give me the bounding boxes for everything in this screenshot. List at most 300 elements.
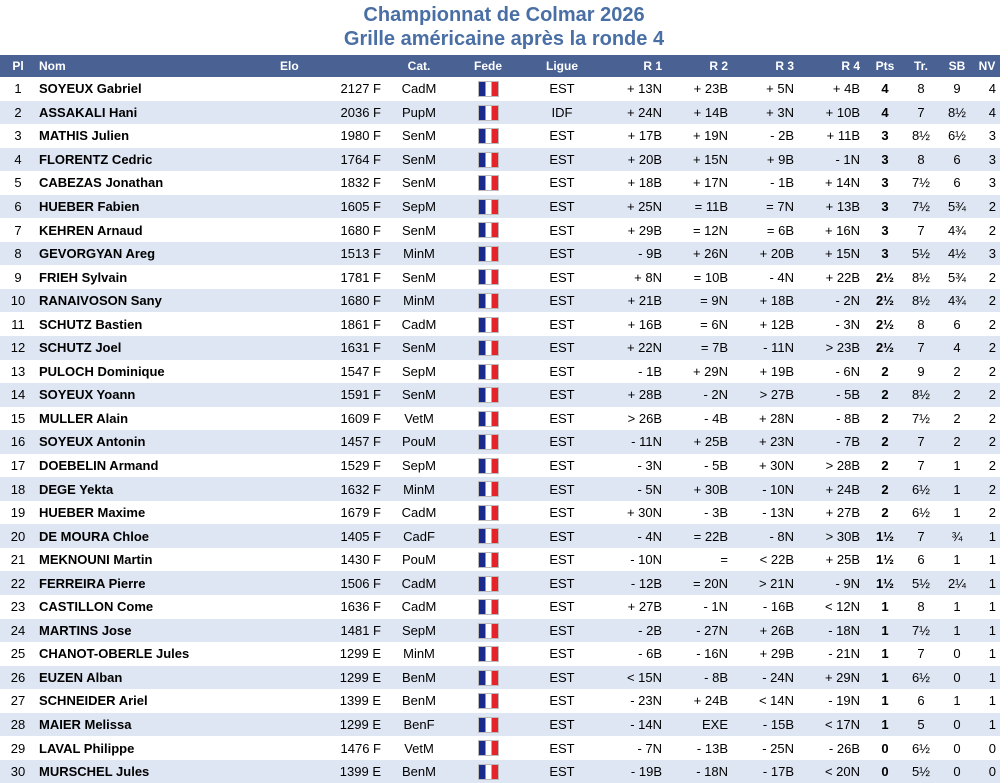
ligue-cell: EST	[549, 222, 575, 238]
france-flag-icon	[478, 528, 499, 544]
round3-cell: + 12B	[759, 316, 794, 332]
tiebreak-tr-cell: 7½	[911, 199, 931, 214]
nv-cell: 2	[988, 363, 996, 379]
round2-cell: =	[720, 552, 728, 568]
elo-cell: 1481 F	[340, 622, 381, 638]
france-flag-icon	[478, 340, 499, 356]
ligue-cell: EST	[549, 363, 575, 379]
elo-cell: 1399 E	[339, 764, 381, 780]
category-cell: SenM	[402, 387, 436, 403]
round4-cell: - 26B	[828, 740, 860, 756]
category-cell: SenM	[402, 269, 436, 285]
round1-cell: - 2B	[638, 622, 662, 638]
fede-cell	[454, 383, 522, 407]
table-row	[0, 760, 1000, 783]
category-cell: BenM	[402, 693, 436, 709]
round2-cell: = 9N	[700, 293, 728, 309]
round3-cell: - 17B	[762, 764, 794, 780]
round3-cell: + 5N	[766, 81, 794, 97]
round4-cell: + 16N	[824, 222, 860, 238]
round3-cell: - 24N	[762, 669, 794, 685]
fede-cell	[454, 312, 522, 336]
round1-cell: - 23N	[630, 693, 662, 709]
round4-cell: - 5B	[836, 387, 860, 403]
round2-cell: EXE	[701, 717, 728, 733]
category-cell: PupM	[402, 104, 436, 120]
col-header-tr[interactable]: Tr.	[913, 59, 928, 73]
table-row	[0, 524, 1000, 548]
tiebreak-tr-cell: 7	[917, 340, 925, 356]
player-name: GEVORGYAN Areg	[39, 246, 156, 262]
round1-cell: - 1B	[638, 363, 662, 379]
fede-cell	[454, 548, 522, 572]
tiebreak-sb-cell: 1	[953, 481, 961, 497]
round4-cell: + 14N	[824, 175, 860, 191]
tiebreak-sb-cell: 1	[953, 552, 961, 568]
fede-cell	[454, 689, 522, 713]
round4-cell: < 12N	[824, 599, 860, 615]
tiebreak-tr-cell: 8	[917, 81, 925, 97]
table-row	[0, 407, 1000, 431]
points-cell: 1	[881, 646, 889, 662]
round1-cell: + 22N	[626, 340, 662, 356]
tiebreak-sb-cell: 6	[953, 151, 961, 167]
france-flag-icon	[478, 293, 499, 309]
category-cell: VetM	[404, 740, 434, 756]
fede-cell	[454, 218, 522, 242]
tiebreak-tr-cell: 8½	[911, 387, 931, 403]
ligue-cell: EST	[549, 293, 575, 309]
france-flag-icon	[478, 364, 499, 380]
nv-cell: 1	[988, 599, 996, 615]
ligue-cell: IDF	[551, 104, 573, 120]
fede-cell	[454, 477, 522, 501]
round3-cell: - 13N	[762, 505, 794, 521]
category-cell: CadM	[401, 599, 437, 615]
player-name: MURSCHEL Jules	[39, 764, 150, 780]
round1-cell: - 3N	[637, 458, 662, 474]
category-cell: SepM	[402, 622, 436, 638]
round1-cell: - 5N	[637, 481, 662, 497]
round1-cell: - 4N	[637, 528, 662, 544]
round3-cell: > 21N	[758, 575, 794, 591]
round2-cell: = 10B	[693, 269, 728, 285]
ligue-cell: EST	[549, 434, 575, 450]
nv-cell: 2	[988, 316, 996, 332]
tiebreak-sb-cell: 4¾	[947, 222, 967, 238]
col-header-sb[interactable]: SB	[948, 59, 966, 73]
nv-cell: 2	[988, 199, 996, 214]
tiebreak-tr-cell: 5½	[911, 764, 931, 780]
elo-cell: 1299 E	[339, 646, 381, 662]
round2-cell: + 24B	[693, 693, 728, 709]
tiebreak-sb-cell: 8½	[947, 104, 967, 120]
ligue-cell: EST	[549, 128, 575, 144]
round3-cell: + 18B	[759, 293, 794, 309]
round4-cell: - 7B	[836, 434, 860, 450]
round3-cell: + 3N	[766, 104, 794, 120]
player-name: MULLER Alain	[39, 410, 129, 426]
round3-cell: < 22B	[759, 552, 794, 568]
round2-cell: + 25B	[693, 434, 728, 450]
points-cell: 3	[881, 175, 889, 191]
col-header-pl[interactable]: Pl	[12, 59, 24, 73]
elo-cell: 1632 F	[340, 481, 381, 497]
ligue-cell: EST	[549, 269, 575, 285]
tiebreak-sb-cell: 0	[953, 669, 961, 685]
points-cell: 1	[881, 669, 889, 685]
nv-cell: 1	[988, 646, 996, 662]
ligue-cell: EST	[549, 175, 575, 191]
player-name: DEGE Yekta	[39, 481, 114, 497]
round1-cell: < 15N	[626, 669, 662, 685]
rank-cell: 13	[10, 363, 26, 379]
france-flag-icon	[478, 411, 499, 427]
elo-cell: 1764 F	[340, 151, 381, 167]
ligue-cell: EST	[549, 669, 575, 685]
category-cell: BenM	[402, 764, 436, 780]
category-cell: BenF	[403, 717, 435, 733]
table-row	[0, 548, 1000, 572]
france-flag-icon	[478, 105, 499, 121]
table-row	[0, 642, 1000, 666]
round3-cell: = 6B	[766, 222, 794, 238]
round2-cell: = 20N	[692, 575, 728, 591]
round1-cell: + 25N	[626, 199, 662, 214]
fede-cell	[454, 619, 522, 643]
round3-cell: + 29B	[759, 646, 794, 662]
round1-cell: + 29B	[627, 222, 662, 238]
round1-cell: + 8N	[634, 269, 662, 285]
rank-cell: 9	[14, 269, 22, 285]
tiebreak-tr-cell: 8	[917, 599, 925, 615]
player-name: CASTILLON Come	[39, 599, 154, 615]
ligue-cell: EST	[549, 646, 575, 662]
tiebreak-sb-cell: 0	[953, 764, 961, 780]
player-name: DE MOURA Chloe	[39, 528, 150, 544]
table-row	[0, 689, 1000, 713]
points-cell: 4	[881, 104, 889, 120]
points-cell: 2	[881, 410, 889, 426]
rank-cell: 30	[10, 764, 26, 780]
round3-cell: - 15B	[762, 717, 794, 733]
round1-cell: + 20B	[627, 151, 662, 167]
tiebreak-tr-cell: 7½	[911, 622, 931, 638]
tiebreak-sb-cell: 6½	[947, 128, 967, 144]
category-cell: MinM	[403, 246, 435, 262]
tiebreak-tr-cell: 7	[917, 646, 925, 662]
round2-cell: + 19N	[692, 128, 728, 144]
nv-cell: 0	[988, 740, 996, 756]
fede-cell	[454, 289, 522, 313]
tiebreak-tr-cell: 7½	[911, 175, 931, 191]
nv-cell: 3	[988, 151, 996, 167]
rank-cell: 23	[10, 599, 26, 615]
col-header-fede[interactable]: Fede	[473, 59, 502, 73]
standings-table	[0, 55, 1000, 783]
elo-cell: 1513 F	[340, 246, 381, 262]
points-cell: 2	[881, 434, 889, 450]
col-header-r2[interactable]: R 2	[709, 59, 728, 73]
rank-cell: 19	[10, 505, 26, 521]
points-cell: 2½	[875, 316, 895, 332]
rank-cell: 7	[14, 222, 22, 238]
table-row	[0, 619, 1000, 643]
round4-cell: + 15N	[824, 246, 860, 262]
nv-cell: 1	[988, 669, 996, 685]
rank-cell: 17	[10, 458, 26, 474]
table-row	[0, 477, 1000, 501]
round4-cell: + 22B	[825, 269, 860, 285]
round4-cell: > 23B	[825, 340, 860, 356]
category-cell: BenM	[402, 669, 436, 685]
round3-cell: - 11N	[763, 340, 794, 356]
round2-cell: + 15N	[692, 151, 728, 167]
ligue-cell: EST	[549, 528, 575, 544]
category-cell: MinM	[403, 293, 435, 309]
france-flag-icon	[478, 576, 499, 592]
player-name: SCHUTZ Bastien	[39, 316, 143, 332]
elo-cell: 1405 F	[340, 528, 381, 544]
nv-cell: 3	[988, 246, 996, 262]
player-name: KEHREN Arnaud	[39, 222, 143, 238]
nv-cell: 3	[988, 175, 996, 191]
round1-cell: + 18B	[627, 175, 662, 191]
round2-cell: + 14B	[693, 104, 728, 120]
round4-cell: < 20N	[824, 764, 860, 780]
points-cell: 2	[881, 458, 889, 474]
ligue-cell: EST	[549, 340, 575, 356]
table-row	[0, 736, 1000, 760]
round2-cell: + 29N	[692, 363, 728, 379]
rank-cell: 28	[10, 717, 26, 733]
fede-cell	[454, 265, 522, 289]
tiebreak-sb-cell: ¾	[951, 528, 963, 544]
nv-cell: 2	[988, 410, 996, 426]
col-header-r3[interactable]: R 3	[775, 59, 794, 73]
elo-cell: 1529 F	[340, 458, 381, 474]
ligue-cell: EST	[549, 199, 575, 214]
col-header-cat[interactable]: Cat.	[407, 59, 431, 73]
table-row	[0, 312, 1000, 336]
player-name: SOYEUX Gabriel	[39, 81, 142, 97]
points-cell: 1	[881, 693, 889, 709]
player-name: PULOCH Dominique	[39, 363, 165, 379]
player-name: SOYEUX Antonin	[39, 434, 146, 450]
table-row	[0, 242, 1000, 266]
col-header-elo[interactable]: Elo	[280, 59, 299, 73]
points-cell: 3	[881, 222, 889, 238]
table-row	[0, 265, 1000, 289]
elo-cell: 2036 F	[340, 104, 381, 120]
round3-cell: - 2B	[770, 128, 794, 144]
player-name: ASSAKALI Hani	[39, 104, 138, 120]
nv-cell: 2	[988, 222, 996, 238]
rank-cell: 4	[14, 151, 22, 167]
round4-cell: + 24B	[825, 481, 860, 497]
france-flag-icon	[478, 670, 499, 686]
ligue-cell: EST	[549, 246, 575, 262]
col-header-nom[interactable]: Nom	[39, 59, 66, 73]
round2-cell: - 13B	[696, 740, 728, 756]
rank-cell: 24	[10, 622, 26, 638]
nv-cell: 0	[988, 764, 996, 780]
table-row	[0, 336, 1000, 360]
france-flag-icon	[478, 552, 499, 568]
nv-cell: 1	[988, 552, 996, 568]
points-cell: 1½	[875, 528, 895, 544]
fede-cell	[454, 642, 522, 666]
round3-cell: + 30N	[758, 458, 794, 474]
player-name: CABEZAS Jonathan	[39, 175, 164, 191]
france-flag-icon	[478, 152, 499, 168]
table-row	[0, 218, 1000, 242]
elo-cell: 1609 F	[340, 410, 381, 426]
ligue-cell: EST	[549, 316, 575, 332]
fede-cell	[454, 595, 522, 619]
category-cell: SenM	[402, 222, 436, 238]
tiebreak-sb-cell: 2	[953, 363, 961, 379]
tiebreak-tr-cell: 7	[917, 528, 925, 544]
table-header-row	[0, 55, 1000, 77]
fede-cell	[454, 666, 522, 690]
rank-cell: 26	[10, 669, 26, 685]
round3-cell: > 27B	[759, 387, 794, 403]
points-cell: 3	[881, 199, 889, 214]
tiebreak-tr-cell: 5½	[911, 575, 931, 591]
points-cell: 3	[881, 246, 889, 262]
page-subtitle: Grille américaine après la ronde 4	[343, 28, 665, 50]
round2-cell: - 5B	[704, 458, 728, 474]
ligue-cell: EST	[549, 717, 575, 733]
elo-cell: 1781 F	[340, 269, 381, 285]
round3-cell: < 14N	[758, 693, 794, 709]
player-name: MARTINS Jose	[39, 622, 132, 638]
round4-cell: - 18N	[828, 622, 860, 638]
rank-cell: 5	[14, 175, 22, 191]
points-cell: 1	[881, 599, 889, 615]
points-cell: 2	[881, 387, 889, 403]
round4-cell: - 3N	[835, 316, 860, 332]
nv-cell: 2	[988, 340, 996, 356]
table-row	[0, 383, 1000, 407]
france-flag-icon	[478, 246, 499, 262]
tiebreak-tr-cell: 8	[917, 316, 925, 332]
player-name: CHANOT-OBERLE Jules	[39, 646, 190, 662]
page-title: Championnat de Colmar 2026	[363, 4, 645, 26]
category-cell: CadF	[403, 528, 435, 544]
round4-cell: + 13B	[825, 199, 860, 214]
tiebreak-tr-cell: 5½	[911, 246, 931, 262]
tiebreak-sb-cell: 1	[953, 622, 961, 638]
points-cell: 0	[881, 764, 889, 780]
round4-cell: + 10B	[825, 104, 860, 120]
round1-cell: - 11N	[631, 434, 662, 450]
elo-cell: 2127 F	[340, 81, 381, 97]
player-name: DOEBELIN Armand	[39, 458, 159, 474]
round2-cell: = 6N	[700, 316, 728, 332]
category-cell: SenM	[402, 151, 436, 167]
col-header-nv[interactable]: NV	[978, 59, 996, 73]
elo-cell: 1680 F	[340, 222, 381, 238]
nv-cell: 2	[988, 481, 996, 497]
player-name: SCHUTZ Joel	[39, 340, 122, 356]
elo-cell: 1631 F	[340, 340, 381, 356]
player-name: MATHIS Julien	[39, 128, 130, 144]
round3-cell: + 19B	[759, 363, 794, 379]
elo-cell: 1605 F	[340, 199, 381, 214]
france-flag-icon	[478, 434, 499, 450]
round1-cell: - 6B	[638, 646, 662, 662]
round1-cell: - 9B	[638, 246, 662, 262]
fede-cell	[454, 360, 522, 384]
col-header-pts[interactable]: Pts	[875, 59, 895, 73]
tiebreak-tr-cell: 6	[917, 693, 925, 709]
round4-cell: < 17N	[824, 717, 860, 733]
rank-cell: 27	[10, 693, 26, 709]
col-header-r4[interactable]: R 4	[841, 59, 860, 73]
round4-cell: + 25B	[825, 552, 860, 568]
player-name: FLORENTZ Cedric	[39, 151, 153, 167]
round2-cell: - 4B	[704, 410, 728, 426]
tiebreak-sb-cell: 2¼	[947, 575, 967, 591]
category-cell: SepM	[402, 199, 436, 214]
category-cell: SenM	[402, 175, 436, 191]
table-row	[0, 501, 1000, 525]
round2-cell: + 26N	[692, 246, 728, 262]
fede-cell	[454, 407, 522, 431]
nv-cell: 2	[988, 505, 996, 521]
france-flag-icon	[478, 481, 499, 497]
tiebreak-tr-cell: 7	[917, 104, 925, 120]
category-cell: PouM	[402, 434, 436, 450]
points-cell: 3	[881, 128, 889, 144]
tiebreak-sb-cell: 1	[953, 693, 961, 709]
table-row	[0, 666, 1000, 690]
fede-cell	[454, 171, 522, 195]
france-flag-icon	[478, 599, 499, 615]
round2-cell: - 18N	[696, 764, 728, 780]
nv-cell: 2	[988, 387, 996, 403]
nv-cell: 2	[988, 458, 996, 474]
category-cell: VetM	[404, 410, 434, 426]
table-row	[0, 77, 1000, 101]
rank-cell: 21	[10, 552, 26, 568]
rank-cell: 8	[14, 246, 22, 262]
round4-cell: - 1N	[835, 151, 860, 167]
col-header-ligue[interactable]: Ligue	[546, 59, 578, 73]
fede-cell	[454, 571, 522, 595]
col-header-r1[interactable]: R 1	[643, 59, 662, 73]
points-cell: 2	[881, 363, 889, 379]
fede-cell	[454, 77, 522, 101]
round2-cell: - 2N	[703, 387, 728, 403]
round3-cell: + 20B	[759, 246, 794, 262]
rank-cell: 6	[14, 199, 22, 214]
tiebreak-tr-cell: 9	[917, 363, 925, 379]
tiebreak-tr-cell: 7	[917, 434, 925, 450]
france-flag-icon	[478, 387, 499, 403]
round4-cell: - 6N	[835, 363, 860, 379]
rank-cell: 16	[10, 434, 26, 450]
round4-cell: + 11B	[826, 128, 860, 144]
round2-cell: - 16N	[696, 646, 728, 662]
tiebreak-tr-cell: 7	[917, 458, 925, 474]
tiebreak-tr-cell: 8	[917, 151, 925, 167]
ligue-cell: EST	[549, 505, 575, 521]
elo-cell: 1679 F	[340, 505, 381, 521]
table-row	[0, 195, 1000, 219]
